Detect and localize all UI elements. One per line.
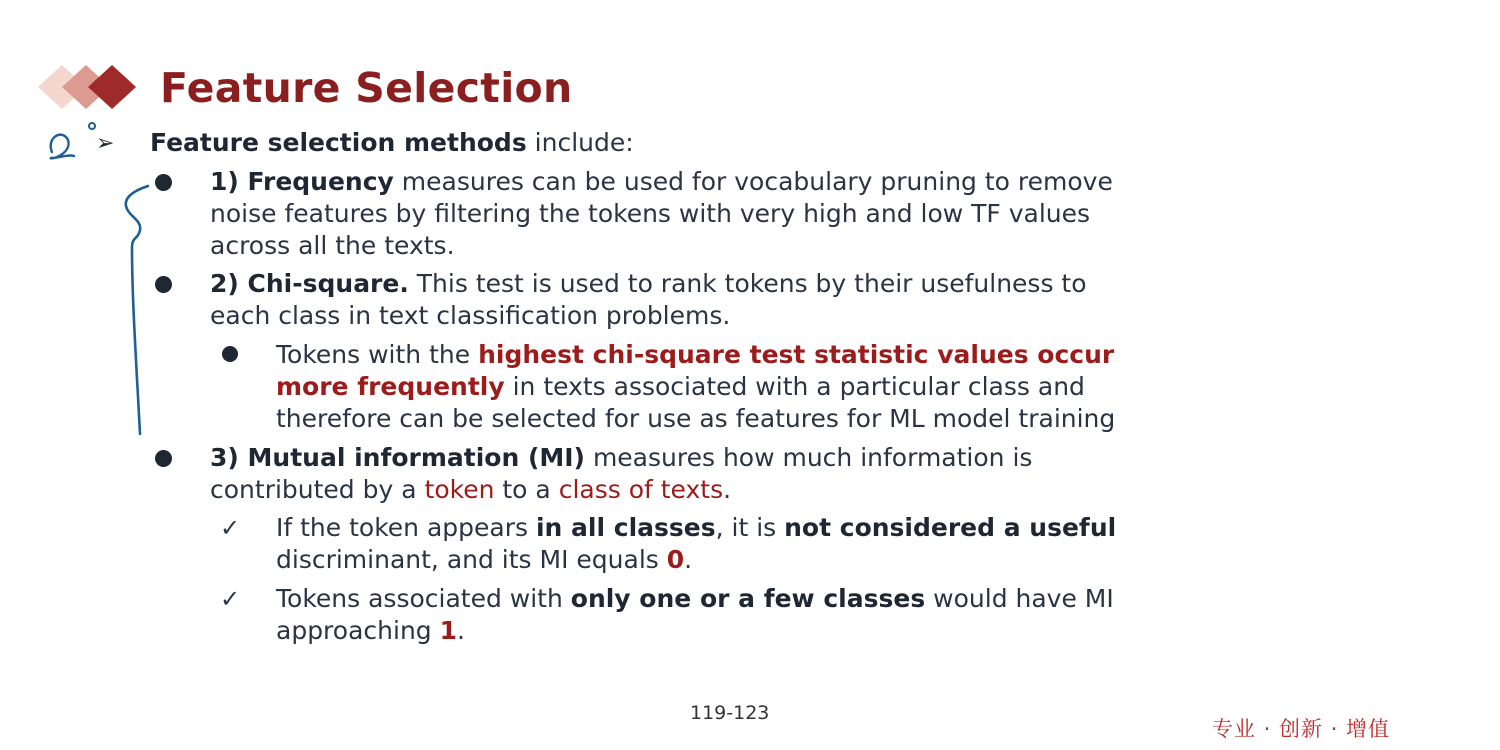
item2-sub-line2 <box>276 371 1085 403</box>
title-diamond-icon <box>38 62 148 112</box>
item3-heading: 3) Mutual information (MI) <box>210 443 585 472</box>
bullet-dot-icon <box>155 450 172 467</box>
page-number: 119-123 <box>690 702 770 724</box>
item3-line2 <box>210 474 731 506</box>
item2-line1 <box>210 268 1087 300</box>
check2-text2: approaching <box>276 616 440 645</box>
token-highlight: token <box>424 475 495 504</box>
intro-bold: Feature selection methods <box>150 128 527 157</box>
item2-sub-line1 <box>276 339 1114 371</box>
bullet-dot-icon <box>155 174 172 191</box>
checkmark-icon: ✓ <box>220 585 241 613</box>
check1-line2 <box>276 544 692 576</box>
item2-heading: 2) Chi-square. <box>210 269 409 298</box>
arrow-bullet-icon: ➢ <box>96 131 115 156</box>
item3-text3: to a <box>494 475 559 504</box>
item2-sub-emphasis: highest chi-square test statistic values occur <box>478 340 1115 369</box>
check2-rest: would have MI <box>925 584 1114 613</box>
item1-heading: 1) Frequency <box>210 167 394 196</box>
brand-slogan: 专业 · 创新 · 增值 <box>1212 717 1391 741</box>
item2-sub-text: Tokens with the <box>276 340 479 369</box>
item3-text2: contributed by a <box>210 475 425 504</box>
intro-line <box>150 127 634 159</box>
check1-line1 <box>276 512 1116 544</box>
bullet-dot-icon <box>222 346 238 362</box>
item2-sub-text2: in texts associated with a particular class and <box>504 372 1085 401</box>
mi-zero-value: 0 <box>666 545 685 574</box>
item1-line1 <box>210 166 1113 198</box>
item3-period: . <box>723 475 732 504</box>
check1-text2: discriminant, and its MI equals <box>276 545 667 574</box>
checkmark-icon: ✓ <box>220 514 241 542</box>
item3-text: measures how much information is <box>585 443 1033 472</box>
class-highlight: class of texts <box>558 475 724 504</box>
intro-rest: include: <box>526 128 634 157</box>
item3-line1 <box>210 442 1032 474</box>
check1-mid: , it is <box>715 513 785 542</box>
check2-bold: only one or a few classes <box>570 584 926 613</box>
handwritten-annotation <box>40 118 160 448</box>
mi-one-value: 1 <box>439 616 458 645</box>
item2-text: This test is used to rank tokens by their usefulness to <box>408 269 1087 298</box>
slide-title: Feature Selection <box>160 64 573 112</box>
check1-bold2: not considered a useful <box>784 513 1117 542</box>
check1-text: If the token appears <box>276 513 536 542</box>
check2-line1 <box>276 583 1114 615</box>
item2-sub-line3: therefore can be selected for use as features for ML model training <box>276 404 1116 433</box>
item1-line2: noise features by filtering the tokens with very high and low TF values <box>210 199 1091 228</box>
check2-text: Tokens associated with <box>276 584 571 613</box>
check2-line2 <box>276 615 465 647</box>
check1-bold1: in all classes <box>535 513 716 542</box>
item1-text: measures can be used for vocabulary pruning to remove <box>393 167 1113 196</box>
check1-period: . <box>684 545 693 574</box>
item1-line3: across all the texts. <box>210 231 455 260</box>
item2-line2: each class in text classification problems. <box>210 301 731 330</box>
bullet-dot-icon <box>155 276 172 293</box>
item2-sub-emphasis2: more frequently <box>276 372 505 401</box>
check2-period: . <box>457 616 465 645</box>
